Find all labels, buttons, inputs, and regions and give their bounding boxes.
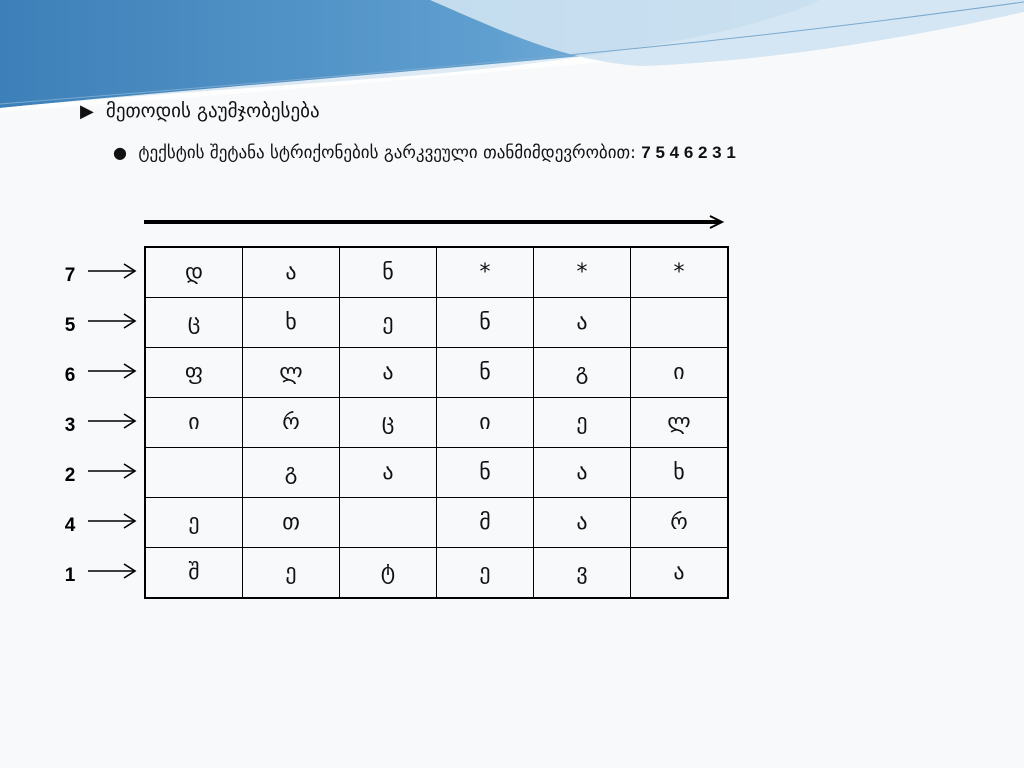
grid-cell: რ xyxy=(243,398,340,448)
subheading-text: ტექსტის შეტანა სტრიქონების გარკვეული თანმიმდევრობით: xyxy=(138,143,642,163)
grid-cell: ა xyxy=(534,298,631,348)
circle-bullet-icon: ● xyxy=(113,143,127,162)
grid-cell: ნ xyxy=(437,348,534,398)
row-arrow-icon xyxy=(86,561,138,581)
row-order-sequence: 7 5 4 6 2 3 1 xyxy=(641,143,736,162)
row-arrow-icon xyxy=(86,261,138,281)
row-arrow-icon xyxy=(86,361,138,381)
grid-cell: ლ xyxy=(631,398,729,448)
row-arrow-icon xyxy=(86,311,138,331)
header-wave-decoration xyxy=(0,0,1024,115)
subheading xyxy=(113,143,736,163)
grid-row xyxy=(145,298,728,348)
grid-cell: ი xyxy=(631,348,729,398)
grid-cell: გ xyxy=(243,448,340,498)
grid-cell: ც xyxy=(340,398,437,448)
heading-text: მეთოდის გაუმჯობესება xyxy=(105,100,320,122)
grid-cell: ა xyxy=(631,548,729,599)
grid-cell: * xyxy=(631,247,729,298)
grid-cell: ნ xyxy=(340,247,437,298)
grid-cell: ა xyxy=(340,348,437,398)
row-number-label: 4 xyxy=(64,515,76,536)
grid-cell xyxy=(145,448,243,498)
grid-cell xyxy=(340,498,437,548)
grid-row xyxy=(145,348,728,398)
row-number-label: 7 xyxy=(64,265,76,286)
row-number-label: 3 xyxy=(64,415,76,436)
grid-cell: ხ xyxy=(631,448,729,498)
grid-row xyxy=(145,247,728,298)
grid-cell: ი xyxy=(437,398,534,448)
grid-cell: ც xyxy=(145,298,243,348)
grid-cell: თ xyxy=(243,498,340,548)
grid-cell: ხ xyxy=(243,298,340,348)
grid-row xyxy=(145,548,728,599)
grid-row xyxy=(145,398,728,448)
grid-cell: * xyxy=(437,247,534,298)
grid-cell: ე xyxy=(243,548,340,599)
grid-cell: ე xyxy=(534,398,631,448)
grid-cell xyxy=(631,298,729,348)
grid-cell: ე xyxy=(437,548,534,599)
row-number-label: 6 xyxy=(64,365,76,386)
grid-cell: ფ xyxy=(145,348,243,398)
grid-cell: რ xyxy=(631,498,729,548)
grid-cell: შ xyxy=(145,548,243,599)
grid-row xyxy=(145,498,728,548)
triangle-bullet-icon: ▶ xyxy=(80,101,94,122)
grid-cell: ნ xyxy=(437,448,534,498)
grid-cell: * xyxy=(534,247,631,298)
grid-cell: ა xyxy=(534,498,631,548)
grid-cell: მ xyxy=(437,498,534,548)
grid-cell: დ xyxy=(145,247,243,298)
direction-arrow-icon xyxy=(140,211,730,233)
grid-cell: ვ xyxy=(534,548,631,599)
grid-cell: ლ xyxy=(243,348,340,398)
row-number-label: 5 xyxy=(64,315,76,336)
grid-cell: ა xyxy=(340,448,437,498)
grid-row xyxy=(145,448,728,498)
row-number-label: 1 xyxy=(64,565,76,586)
grid-cell: გ xyxy=(534,348,631,398)
cipher-grid xyxy=(144,246,729,599)
grid-cell: ი xyxy=(145,398,243,448)
grid-cell: ა xyxy=(534,448,631,498)
grid-cell: ა xyxy=(243,247,340,298)
grid-cell: ტ xyxy=(340,548,437,599)
row-arrow-icon xyxy=(86,511,138,531)
grid-cell: ე xyxy=(145,498,243,548)
grid-cell: ნ xyxy=(437,298,534,348)
heading xyxy=(80,100,320,122)
grid-cell: ე xyxy=(340,298,437,348)
row-number-label: 2 xyxy=(64,465,76,486)
row-arrow-icon xyxy=(86,411,138,431)
row-arrow-icon xyxy=(86,461,138,481)
